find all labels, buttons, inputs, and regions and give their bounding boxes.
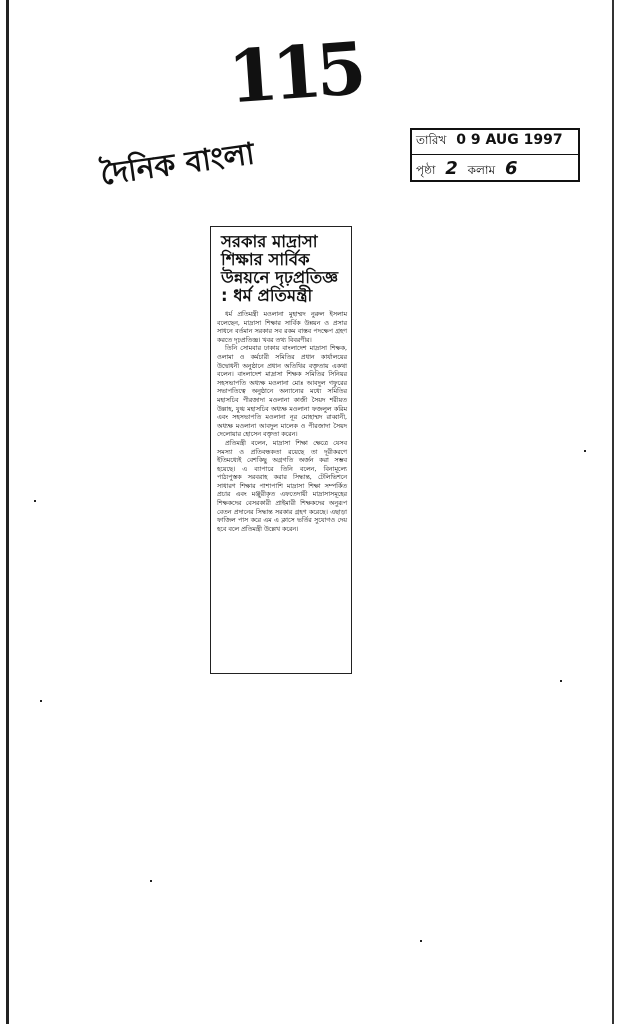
stamp-page-column-row xyxy=(416,158,523,182)
date-stamp xyxy=(410,128,580,182)
stamp-page-value: 2 xyxy=(445,158,458,179)
stamp-divider xyxy=(412,154,578,155)
page-left-edge xyxy=(6,0,9,1024)
handwritten-page-number: 115 xyxy=(225,25,364,120)
stamp-page-label: পৃষ্ঠা xyxy=(416,163,436,177)
clipping-paragraph-1: ধর্ম প্রতিমন্ত্রী মওলানা মুহাম্মদ নুরুল ইসলাম বলেছেন, মাদ্রাসা শিক্ষার সার্বিক উন্নয়ন ও প্রসার সাধনে বর্তমান সরকার সব রকম বাস্তব পদক্ষেপ গ্রহণ করতে দৃঢ়প্রতিজ্ঞ। খবর তথ্য বিবরণীর। xyxy=(217,311,347,344)
newspaper-clipping xyxy=(210,226,352,674)
scan-speck xyxy=(34,500,36,502)
scan-speck xyxy=(420,940,422,942)
scan-speck xyxy=(40,700,42,702)
stamp-column-value: 6 xyxy=(504,158,518,179)
scan-speck xyxy=(150,880,152,882)
clipping-body xyxy=(217,311,347,534)
clipping-paragraph-3: প্রতিমন্ত্রী বলেন, মাদ্রাসা শিক্ষা ক্ষেত্রে যেসব সমস্যা ও প্রতিবন্ধকতা রয়েছে তা দূরীকরণে ইতিমধ্যেই বেশকিছু অগ্রগতি অর্জন করা সম্ভব হয়েছে। এ ব্যাপারে তিনি বলেন, বিনামূল্যে পাঠ্যপুস্তক সরবরাহ করার সিদ্ধান্ত, টেলিভিশনে সাধারণ শিক্ষার পাশাপাশি মাদ্রাসা শিক্ষা সম্পর্কিত প্রচার এবং মঞ্জুরীকৃত এফতেদায়ী মাদ্রাসাসমূহের শিক্ষকদের বেসরকারী প্রাইমারী শিক্ষকদের অনুরূপ বেতন প্রদানের সিদ্ধান্ত সরকার গ্রহণ করেছে। এছাড়া ফাজিল পাস করে এম এ ক্লাসে ভর্তির সুযোগও দেয় হবে বলে প্রতিমন্ত্রী উল্লেখ করেন। xyxy=(217,439,347,533)
scan-speck xyxy=(584,450,586,452)
clipping-paragraph-2: তিনি সোমবার ঢাকায় বাংলাদেশ মাদ্রাসা শিক্ষক, ওলামা ও কর্মচারী সমিতির প্রধান কার্যালয়ের উদ্বোধনী অনুষ্ঠানে প্রধান অতিথির বক্তৃতায় একথা বলেন। বাংলাদেশ মাদ্রাসা শিক্ষক সমিতির সিনিয়র সহসভাপতি অধ্যক্ষ মওলানা মোঃ আবদুল গফুরের সভাপতিত্বে অনুষ্ঠানে অন্যান্যের মধ্যে সমিতির মহাসচিব পীরজাদা মওলানা কাজী সৈয়দ শরীয়ত উল্লাহ, যুগ্ম মহাসচিব অধ্যক্ষ মওলানা ফজলুল করিম এবং সহসভাপতি মওলানা নূর মোহাম্মদ রাব্বানী, অধ্যক্ষ মওলানা আবদুল মালেক ও পীরজাদা সৈয়দ দেলোয়ার হোসেন বক্তৃতা করেন। xyxy=(217,345,347,439)
clipping-headline: সরকার মাদ্রাসা শিক্ষার সার্বিক উন্নয়নে দৃঢ়প্রতিজ্ঞ : ধর্ম প্রতিমন্ত্রী xyxy=(221,232,339,305)
handwritten-newspaper-name: দৈনিক বাংলা xyxy=(98,136,257,193)
stamp-date-value: 0 9 AUG 1997 xyxy=(456,132,563,148)
stamp-column-label: কলাম xyxy=(467,163,496,177)
stamp-date-label: তারিখ xyxy=(416,133,447,147)
stamp-date-row xyxy=(416,132,563,152)
scan-speck xyxy=(560,680,562,682)
page-right-edge xyxy=(612,0,614,1024)
